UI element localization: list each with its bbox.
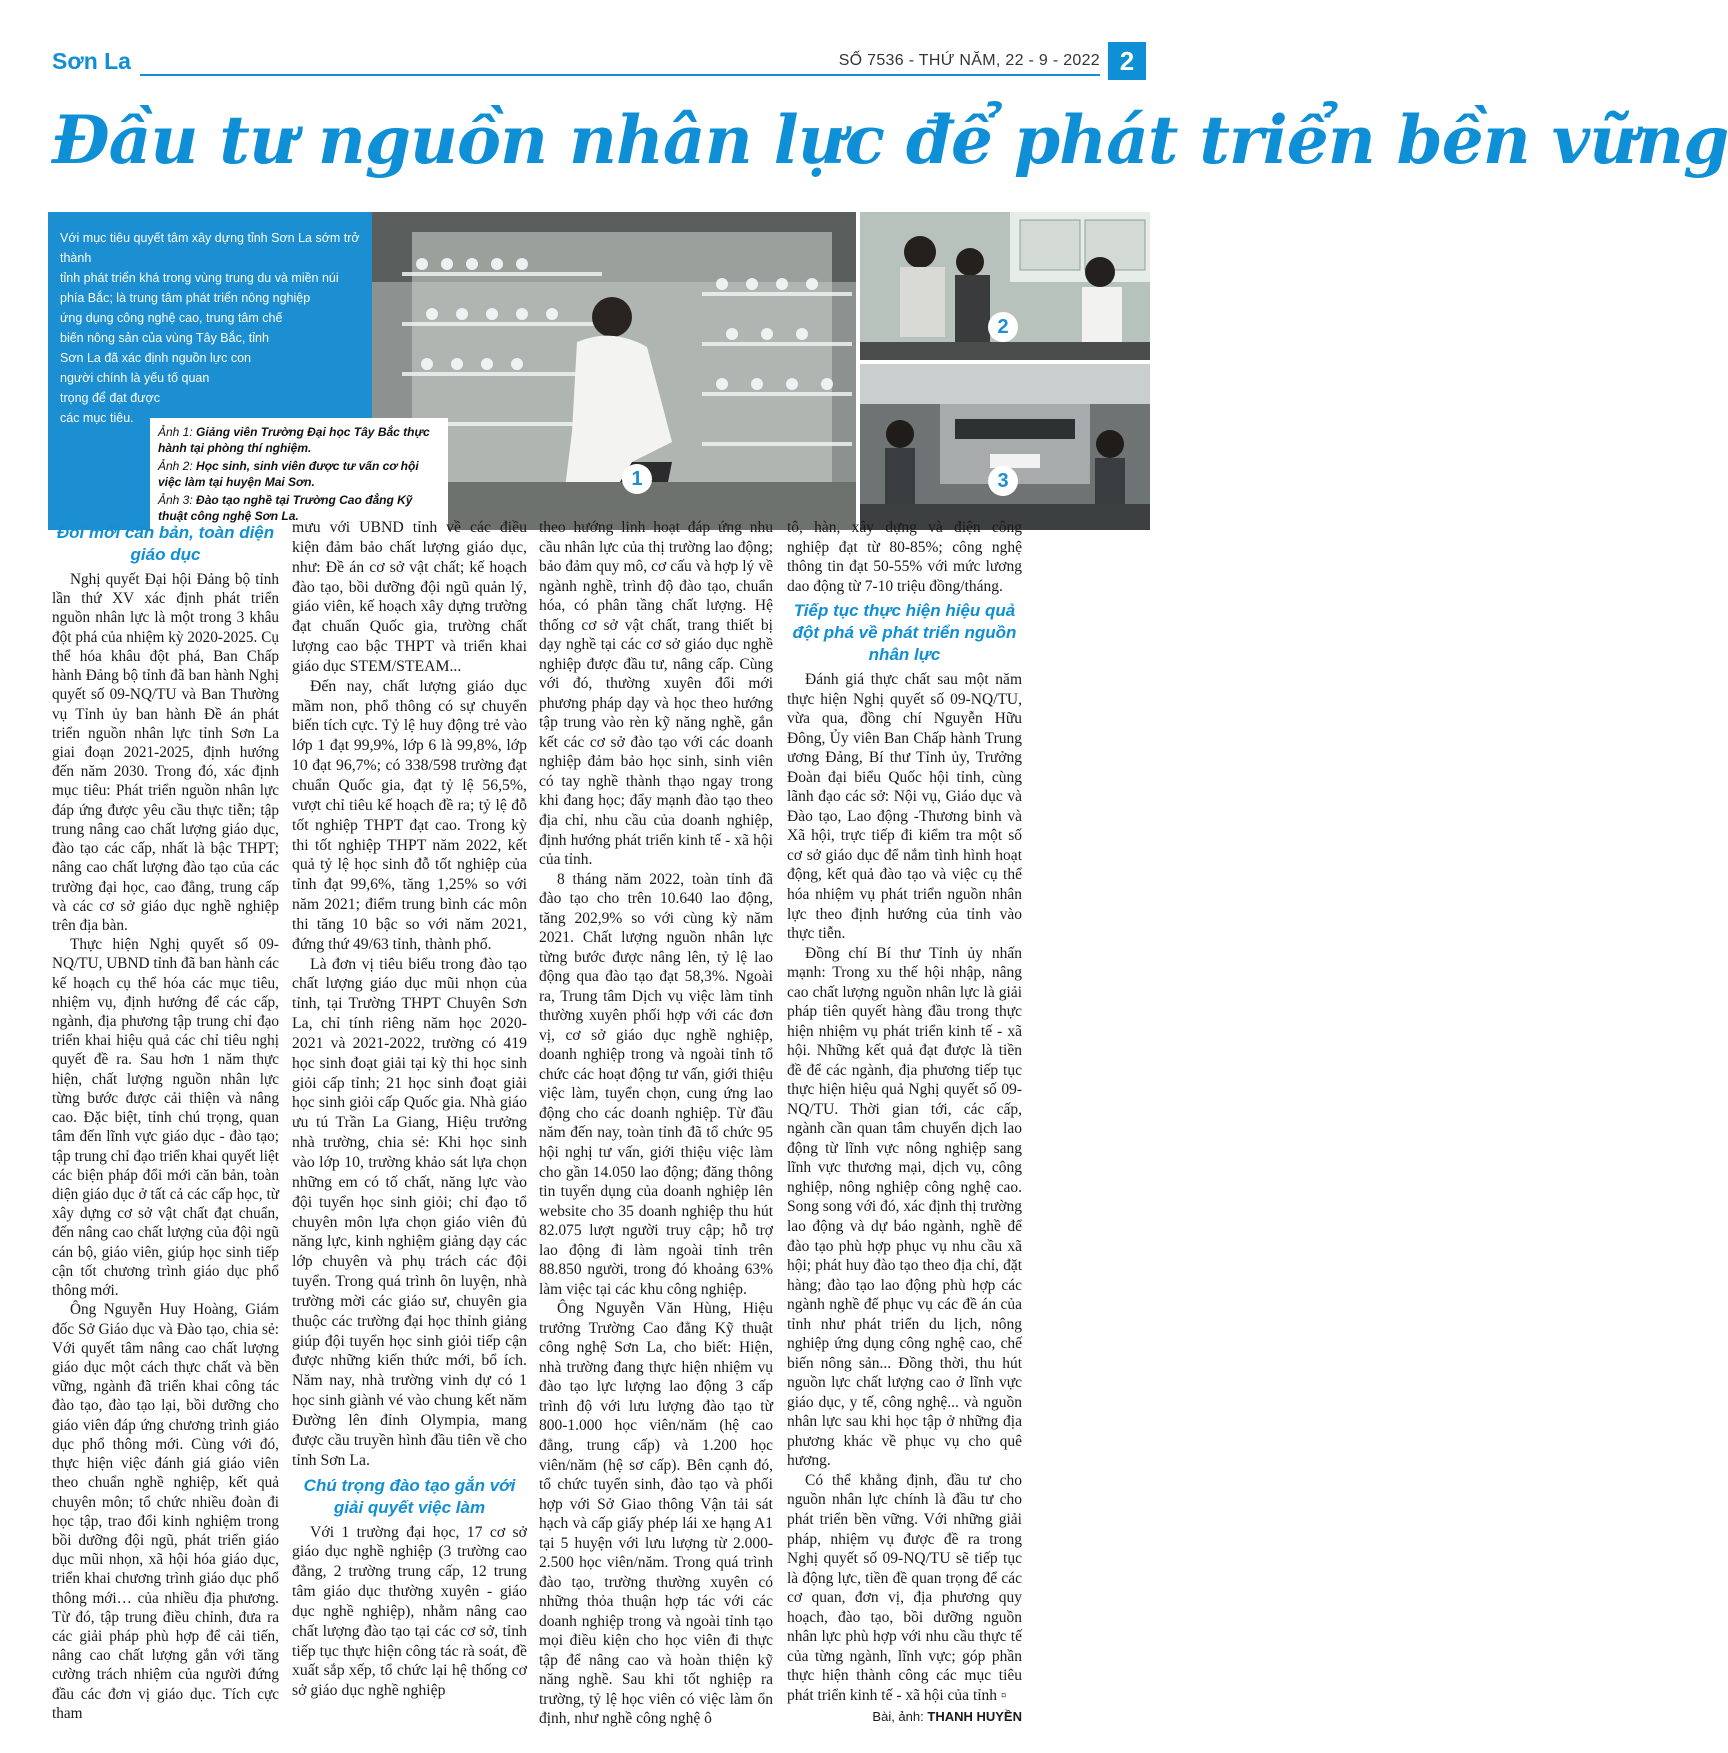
photo-number-badge: 3 bbox=[988, 466, 1018, 496]
article-column-4 bbox=[787, 518, 1022, 1727]
article-column-2 bbox=[292, 518, 527, 1701]
paragraph: Nghị quyết Đại hội Đảng bộ tỉnh lần thứ XV xác định phát triển nguồn nhân lực là một trong 3 khâu đột phá của nhiệm kỳ 2020-2025. Cụ thể hóa khâu đột phá, Ban Chấp hành Đảng bộ tỉnh đã ban hành Nghị quyết số 09-NQ/TU và Ban Thường vụ Tỉnh ủy ban hành Đề án phát triển nguồn nhân lực tỉnh Sơn La giai đoạn 2021-2025, định hướng đến năm 2030. Trong đó, xác định mục tiêu: Phát triển nguồn nhân lực đáp ứng được yêu cầu thực tiễn; tập trung nâng cao chất lượng giáo dục, đào tạo các cấp, nhất là bậc THPT; nâng cao chất lượng đào tạo của các trường đại học, cao đẳng, trung cấp và các cơ sở giáo dục nghề nghiệp trên địa bàn. bbox=[52, 571, 279, 934]
article-column-3 bbox=[539, 518, 773, 1729]
intro-line: tỉnh phát triển khá trong vùng trung du và miền núi bbox=[60, 271, 339, 285]
photo-captions bbox=[150, 418, 448, 532]
byline-label: Bài, ảnh: bbox=[872, 1709, 924, 1725]
byline-author: THANH HUYỀN bbox=[927, 1709, 1022, 1725]
headline: Đầu tư nguồn nhân lực để phát triển bền vững bbox=[52, 101, 1728, 179]
intro-line: Sơn La đã xác định nguồn lực con bbox=[60, 351, 251, 365]
paragraph: Với 1 trường đại học, 17 cơ sở giáo dục nghề nghiệp (3 trường cao đẳng, 2 trường trung cấp, 12 trung tâm giáo dục thường xuyên - giáo dục nghề nghiệp), nhằm nâng cao chất lượng đào tạo tại các cơ sở, tỉnh tiếp tục thực hiện công tác rà soát, đề xuất sắp xếp, tổ chức lại hệ thống cơ sở giáo dục nghề nghiệp bbox=[292, 1523, 527, 1700]
paragraph: Ông Nguyễn Huy Hoàng, Giám đốc Sở Giáo dục và Đào tạo, chia sẻ: Với quyết tâm nâng cao chất lượng giáo dục một cách thực chất và bền vững, ngành đã triển khai công tác đào tạo, đào tạo lại, bồi dưỡng cho giáo viên đáp ứng chương trình giáo dục phổ thông mới. Cùng với đó, thực hiện việc đánh giá giáo viên theo chuẩn nghề nghiệp, kết quả chuyên môn; tổ chức nhiều đoàn đi học tập, trao đổi kinh nghiệm trong bồi dưỡng đội ngũ, phát triển giáo dục mũi nhọn, xã hội hóa giáo dục, triển khai chương trình giáo dục phổ thông mới… của nhiều địa phương. Từ đó, tập trung điều chỉnh, đưa ra các giải pháp phù hợp để cải tiến, nâng cao chất lượng gắn với tăng cường trách nhiệm của người đứng đầu các đơn vị giáo dục. Tích cực tham bbox=[52, 1301, 279, 1722]
intro-line: ứng dụng công nghệ cao, trung tâm chế bbox=[60, 311, 283, 325]
article-column-1 bbox=[52, 518, 279, 1723]
intro-line: các mục tiêu. bbox=[60, 411, 134, 425]
intro-line: người chính là yếu tố quan bbox=[60, 371, 210, 385]
caption-2 bbox=[158, 458, 440, 490]
paragraph: mưu với UBND tỉnh về các điều kiện đảm bảo chất lượng giáo dục, như: Đề án cơ sở vật chất; kế hoạch đào tạo, bồi dưỡng đội ngũ quản lý, giáo viên, kế hoạch xây dựng trường đạt chuẩn Quốc gia, trường chất lượng cao bậc THPT và triển khai giáo dục STEM/STEAM... bbox=[292, 519, 527, 675]
page-number: 2 bbox=[1108, 42, 1146, 80]
subheading: Tiếp tục thực hiện hiệu quả đột phá về phát triển nguồn nhân lực bbox=[792, 601, 1017, 665]
paragraph: Đồng chí Bí thư Tỉnh ủy nhấn mạnh: Trong xu thế hội nhập, nâng cao chất lượng nguồn nhân lực là giải pháp tiên quyết hàng đầu trong thực hiện nhiệm vụ phát triển kinh tế - xã hội. Những kết quả đạt được là tiền đề để các ngành, địa phương tiếp tục thực hiện hiệu quả Nghị quyết số 09-NQ/TU. Thời gian tới, các cấp, ngành cần quan tâm chuyển dịch lao động từ lĩnh vực nông nghiệp sang lĩnh vực thương mại, dịch vụ, công nghiệp, nông nghiệp công nghệ cao. Song song với đó, xác định thị trường lao động và dự báo ngành, nghề để đào tạo phù hợp phục vụ nhu cầu xã hội; phát huy đào tạo theo địa chỉ, đặt hàng; đào tạo lao động phù hợp các ngành nghề để phục vụ các đề án của tỉnh như phát triển du lịch, nông nghiệp ứng dụng công nghệ cao, chế biến nông sản... Đồng thời, thu hút nguồn lực chất lượng cao ở lĩnh vực giáo dục, y tế, công nghệ... và nguồn nhân lực sau khi học tập ở những địa phương khác về phục vụ cho quê hương. bbox=[787, 944, 1022, 1470]
paragraph: theo hướng linh hoạt đáp ứng nhu cầu nhân lực của thị trường lao động; bảo đảm quy mô, cơ cấu và hợp lý về ngành nghề, trình độ đào tạo, chuẩn hóa, có phân tầng chất lượng. Hệ thống cơ sở vật chất, trang thiết bị dạy nghề tại các cơ sở giáo dục nghề nghiệp được đầu tư, nâng cấp. Cùng với đó, thường xuyên đổi mới phương pháp dạy và học theo hướng tập trung vào rèn kỹ năng nghề, gắn kết các cơ sở đào tạo với các doanh nghiệp đảm bảo học sinh, sinh viên có tay nghề thành thạo ngay trong khi đang học; đẩy mạnh đào tạo theo địa chỉ, nhu cầu của doanh nghiệp, định hướng phát triển kinh tế - xã hội của tỉnh. bbox=[539, 519, 773, 869]
paragraph: Thực hiện Nghị quyết số 09-NQ/TU, UBND tỉnh đã ban hành các kế hoạch cụ thể hóa các mục tiêu, nhiệm vụ, định hướng để các cấp, ngành, địa phương tập trung chỉ đạo triển khai hiệu quả các chỉ tiêu nghị quyết đề ra. Sau hơn 1 năm thực hiện, chất lượng nguồn nhân lực từng bước được cải thiện và nâng cao. Đặc biệt, tỉnh chú trọng, quan tâm đến lĩnh vực giáo dục - đào tạo; tập trung chỉ đạo triển khai quyết liệt các biện pháp đổi mới căn bản, toàn diện giáo dục ở tất cả các cấp học, từ xây dựng cơ sở vật chất đạt chuẩn, đến nâng cao chất lượng của đội ngũ cán bộ, giáo viên, giúp học sinh tiếp cận tốt chương trình giáo dục phổ thông mới. bbox=[52, 936, 279, 1300]
paragraph: Là đơn vị tiêu biểu trong đào tạo chất lượng giáo dục mũi nhọn của tỉnh, tại Trường THPT Chuyên Sơn La, chỉ tính riêng năm học 2020-2021 và 2021-2022, trường có 419 học sinh đoạt giải tại kỳ thi học sinh giỏi cấp tỉnh; 21 học sinh đoạt giải học sinh giỏi cấp Quốc gia. Nhà giáo ưu tú Trần La Giang, Hiệu trưởng nhà trường, chia sẻ: Khi học sinh vào lớp 10, trường khảo sát lựa chọn những em có tố chất, năng lực vào đội tuyển học sinh giỏi; chỉ đạo tổ chuyên môn lựa chọn giáo viên đủ năng lực, kinh nghiệm giảng dạy các lớp chuyên và phụ trách các đội tuyển. Trong quá trình ôn luyện, nhà trường mời các giáo sư, chuyên gia thuộc các trường đại học thỉnh giảng giúp đội tuyển học sinh giỏi tiếp cận được những kiến thức mới, bổ ích. Năm nay, nhà trường vinh dự có 1 học sinh giành vé vào chung kết năm Đường lên đỉnh Olympia, mang được cầu truyền hình đầu tiên về cho tỉnh Sơn La. bbox=[292, 955, 527, 1469]
header-divider bbox=[140, 74, 1100, 76]
paragraph: tô, hàn, xây dựng và điện công nghiệp đạt từ 80-85%; công nghệ thông tin đạt 50-55% với mức lương dao động từ 7-10 triệu đồng/tháng. bbox=[787, 519, 1022, 595]
caption-text: Giảng viên Trường Đại học Tây Bắc thực hành tại phòng thí nghiệm. bbox=[158, 425, 430, 455]
issue-info: SỐ 7536 - THỨ NĂM, 22 - 9 - 2022 bbox=[838, 52, 1100, 69]
caption-text: Học sinh, sinh viên được tư vấn cơ hội việc làm tại huyện Mai Sơn. bbox=[158, 459, 419, 489]
garage-scene-illustration bbox=[860, 364, 1150, 530]
paragraph: Ông Nguyễn Văn Hùng, Hiệu trưởng Trường Cao đẳng Kỹ thuật công nghệ Sơn La, cho biết: Hiện, nhà trường đang thực hiện nhiệm vụ đào tạo lực lượng lao động 3 cấp trình độ với lưu lượng đào tạo từ 800-1.000 học viên/năm (hệ cao đẳng, trung cấp) và 1.200 học viên/năm (hệ sơ cấp). Bên cạnh đó, tổ chức tuyển sinh, đào tạo và phối hợp với Sở Giao thông Vận tải sát hạch và cấp giấy phép lái xe hạng A1 tại 5 huyện với lưu lượng từ 2.000-2.500 học viên/năm. Trong quá trình đào tạo, trường thường xuyên có những thỏa thuận hợp tác với các doanh nghiệp trong và ngoài tỉnh tạo mọi điều kiện cho học viên đi thực tập để nâng cao và hoàn thiện kỹ năng nghề. Sau khi tốt nghiệp ra trường, tỷ lệ học viên có việc làm ổn định, như nghề công nghệ ô bbox=[539, 1300, 773, 1728]
intro-line: trọng để đạt được bbox=[60, 391, 160, 405]
paragraph: Đánh giá thực chất sau một năm thực hiện Nghị quyết số 09-NQ/TU, vừa qua, đồng chí Nguyễn Hữu Đông, Ủy viên Ban Chấp hành Trung ương Đảng, Bí thư Tỉnh ủy, Trưởng Đoàn đại biểu Quốc hội tỉnh, cùng lãnh đạo các sở: Nội vụ, Giáo dục và Đào tạo, Lao động -Thương binh và Xã hội, trực tiếp đi kiểm tra một số cơ sở giáo dục để nắm tình hình hoạt động, kết quả đào tạo và việc cụ thể hóa nhiệm vụ phát triển nguồn nhân lực theo định hướng của tỉnh vào thực tiễn. bbox=[787, 671, 1022, 943]
photo-career-counseling bbox=[860, 212, 1150, 360]
caption-label: Ảnh 1: bbox=[158, 425, 193, 439]
subheading: Đổi mới căn bản, toàn diện giáo dục bbox=[56, 523, 275, 564]
paragraph: 8 tháng năm 2022, toàn tỉnh đã đào tạo cho trên 10.640 lao động, tăng 202,9% so với cùng kỳ năm 2021. Chất lượng nguồn nhân lực từng bước được nâng lên, tỷ lệ lao động qua đào tạo đạt 58,3%. Ngoài ra, Trung tâm Dịch vụ việc làm tỉnh thường xuyên phối hợp với các đơn vị, cơ sở giáo dục nghề nghiệp, doanh nghiệp trong và ngoài tỉnh tổ chức các hoạt động tư vấn, giới thiệu việc làm, tuyển chọn, cung ứng lao động cho các doanh nghiệp. Từ đầu năm đến nay, toàn tỉnh đã tổ chức 95 hội nghị tư vấn, giới thiệu việc làm cho gần 14.050 lao động; đăng thông tin tuyển dụng của doanh nghiệp lên website cho 35 doanh nghiệp thu hút 82.075 lượt người truy cập; hỗ trợ lao động đi làm ngoài tỉnh trên 88.850 người, trong đó khoảng 63% làm việc tại các khu công nghiệp. bbox=[539, 870, 773, 1298]
intro-summary bbox=[60, 228, 360, 428]
intro-line: phía Bắc; là trung tâm phát triển nông nghiệp bbox=[60, 291, 311, 305]
caption-label: Ảnh 2: bbox=[158, 459, 193, 473]
intro-line: biến nông sản của vùng Tây Bắc, tỉnh bbox=[60, 331, 269, 345]
byline bbox=[787, 1707, 1022, 1727]
photo-vocational-training bbox=[860, 364, 1150, 530]
paragraph: Đến nay, chất lượng giáo dục mầm non, phổ thông có sự chuyển biến tích cực. Tỷ lệ huy động trẻ vào lớp 1 đạt 99,9%, lớp 6 là 99,8%, lớp 10 đạt 96,7%; có 338/598 trường đạt chuẩn Quốc gia, đạt tỷ lệ 56,5%, vượt chỉ tiêu kế hoạch đề ra; tỷ lệ đỗ tốt nghiệp THPT đạt cao. Trong kỳ thi tốt nghiệp THPT năm 2022, kết quả tỷ lệ học sinh đỗ tốt nghiệp của tỉnh đạt 99,6%, tăng 1,25% so với năm 2021; điểm trung bình các môn thi tăng 10 bậc so với năm 2021, đứng thứ 49/63 tỉnh, thành phố. bbox=[292, 677, 527, 953]
subheading: Chú trọng đào tạo gắn với giải quyết việc làm bbox=[303, 1475, 516, 1517]
intro-line: Với mục tiêu quyết tâm xây dựng tỉnh Sơn La sớm trở thành bbox=[60, 231, 360, 265]
section-label: Sơn La bbox=[52, 48, 131, 74]
caption-label: Ảnh 3: bbox=[158, 493, 193, 507]
photo-number-badge: 1 bbox=[622, 464, 652, 494]
photo-number-badge: 2 bbox=[988, 312, 1018, 342]
paragraph: Có thể khẳng định, đầu tư cho nguồn nhân lực chính là đầu tư cho phát triển bền vững. Với những giải pháp, nhiệm vụ được đề ra trong Nghị quyết số 09-NQ/TU sẽ tiếp tục là động lực, tiền đề quan trọng để các cơ quan, đơn vị, địa phương quy hoạch, đào tạo, bồi dưỡng nguồn nhân lực phù hợp với nhu cầu thực tế của từng ngành, lĩnh vực; góp phần thực hiện thành công các mục tiêu phát triển kinh tế - xã hội của tỉnh ▫ bbox=[787, 1471, 1022, 1704]
caption-1 bbox=[158, 424, 440, 456]
caption-text: Đào tạo nghề tại Trường Cao đẳng Kỹ thuật công nghệ Sơn La. bbox=[158, 493, 413, 523]
